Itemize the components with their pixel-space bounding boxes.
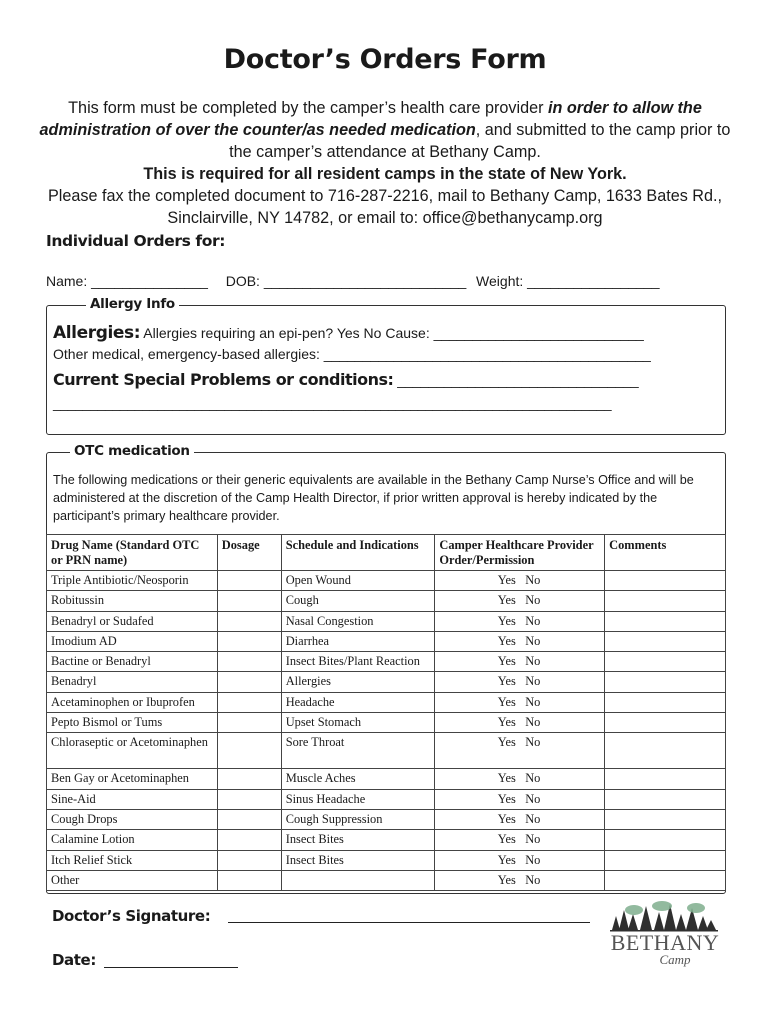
special-problems-heading: Current Special Problems or conditions: [53, 370, 394, 389]
signature-line[interactable] [228, 922, 590, 923]
comments-cell[interactable] [605, 713, 726, 733]
permission-cell [435, 870, 605, 890]
drug-name-cell: Chloraseptic or Acetominaphen [47, 733, 218, 769]
permission-cell [435, 591, 605, 611]
permission-cell [435, 611, 605, 631]
table-row [47, 631, 726, 651]
intro-text [30, 97, 740, 229]
indication-cell: Insect Bites [281, 830, 435, 850]
permission-cell [435, 789, 605, 809]
dosage-cell[interactable] [217, 870, 281, 890]
medication-rows [47, 571, 726, 891]
date-line[interactable] [104, 967, 238, 968]
drug-name-cell: Triple Antibiotic/Neosporin [47, 571, 218, 591]
drug-name-cell: Pepto Bismol or Tums [47, 713, 218, 733]
permission-cell [435, 672, 605, 692]
dob-field[interactable]: DOB: __________________________ [225, 273, 467, 289]
yes-option[interactable]: Yes [497, 735, 516, 750]
header-comments: Comments [605, 535, 726, 571]
drug-name-cell: Imodium AD [47, 631, 218, 651]
no-option[interactable]: No [525, 832, 541, 847]
comments-cell[interactable] [605, 850, 726, 870]
table-row [47, 571, 726, 591]
yes-option[interactable]: Yes [497, 811, 516, 826]
other-allergies-field[interactable]: Other medical, emergency-based allergies: __________________________________________ [53, 346, 651, 362]
medication-table [46, 534, 726, 891]
indication-cell: Insect Bites [281, 850, 435, 870]
indication-cell: Open Wound [281, 571, 435, 591]
dosage-cell[interactable] [217, 769, 281, 789]
indication-cell: Sore Throat [281, 733, 435, 769]
drug-name-cell: Sine-Aid [47, 789, 218, 809]
header-drug-name: Drug Name (Standard OTC or PRN name) [47, 535, 218, 571]
dosage-cell[interactable] [217, 591, 281, 611]
comments-cell[interactable] [605, 652, 726, 672]
table-row [47, 733, 726, 769]
allergy-epipen-row [53, 323, 644, 343]
indication-cell: Muscle Aches [281, 769, 435, 789]
no-option[interactable]: No [525, 735, 541, 750]
comments-cell[interactable] [605, 611, 726, 631]
indication-cell [281, 870, 435, 890]
dosage-cell[interactable] [217, 850, 281, 870]
permission-cell [435, 692, 605, 712]
otc-description: The following medications or their generic equivalents are available in the Bethany Camp Nurse’s Office and will be administered at the discretion of the Camp Health Director, if prior written approval is hereby indicated by the participant’s primary healthcare provider. [53, 473, 694, 523]
indication-cell: Cough [281, 591, 435, 611]
drug-name-cell: Bactine or Benadryl [47, 652, 218, 672]
dosage-cell[interactable] [217, 830, 281, 850]
yes-option[interactable]: Yes [497, 593, 516, 608]
dosage-cell[interactable] [217, 631, 281, 651]
indication-cell: Allergies [281, 672, 435, 692]
table-row [47, 769, 726, 789]
indication-cell: Sinus Headache [281, 789, 435, 809]
comments-cell[interactable] [605, 692, 726, 712]
permission-cell [435, 830, 605, 850]
otc-legend-rule [52, 452, 72, 453]
date-label: Date: [52, 951, 96, 969]
drug-name-cell: Benadryl [47, 672, 218, 692]
intro-contact: Please fax the completed document to 716-287-2216, mail to Bethany Camp, 1633 Bates Rd., Sinclairville, NY 14782, or email to: office@bethanycamp.org [48, 187, 722, 227]
no-option[interactable]: No [525, 654, 541, 669]
table-header-row [47, 535, 726, 571]
dosage-cell[interactable] [217, 652, 281, 672]
dosage-cell[interactable] [217, 692, 281, 712]
allergy-legend-rule [52, 305, 88, 306]
table-row [47, 870, 726, 890]
yes-option[interactable]: Yes [497, 832, 516, 847]
intro-p1-a: This form must be completed by the camper’s health care provider [68, 99, 549, 117]
header-permission: Camper Healthcare Provider Order/Permission [435, 535, 605, 571]
comments-cell[interactable] [605, 809, 726, 829]
allergies-epipen-question[interactable]: Allergies requiring an epi-pen? Yes No Cause: ___________________________ [143, 325, 644, 341]
logo-sub: Camp [659, 952, 691, 967]
indication-cell: Nasal Congestion [281, 611, 435, 631]
yes-option[interactable]: Yes [497, 633, 516, 648]
yes-option[interactable]: Yes [497, 872, 516, 887]
permission-cell [435, 809, 605, 829]
no-option[interactable]: No [525, 593, 541, 608]
no-option[interactable]: No [525, 715, 541, 730]
yes-option[interactable]: Yes [497, 613, 516, 628]
form-title: Doctor’s Orders Form [223, 44, 547, 75]
no-option[interactable]: No [525, 694, 541, 709]
table-row [47, 692, 726, 712]
comments-cell[interactable] [605, 789, 726, 809]
comments-cell[interactable] [605, 571, 726, 591]
comments-cell[interactable] [605, 672, 726, 692]
yes-option[interactable]: Yes [497, 654, 516, 669]
permission-cell [435, 850, 605, 870]
no-option[interactable]: No [525, 791, 541, 806]
drug-name-cell: Other [47, 870, 218, 890]
logo-name: BETHANY [610, 930, 720, 955]
indication-cell: Cough Suppression [281, 809, 435, 829]
comments-cell[interactable] [605, 631, 726, 651]
patient-info-row [46, 273, 726, 289]
permission-cell [435, 769, 605, 789]
table-row [47, 611, 726, 631]
intro-requirement: This is required for all resident camps in the state of New York. [143, 165, 627, 183]
drug-name-cell: Ben Gay or Acetominaphen [47, 769, 218, 789]
indication-cell: Diarrhea [281, 631, 435, 651]
allergy-legend: Allergy Info [86, 296, 179, 312]
no-option[interactable]: No [525, 573, 541, 587]
yes-option[interactable]: Yes [497, 715, 516, 730]
comments-cell[interactable] [605, 870, 726, 890]
intro-p1-bold: in order to allow the administration of over the counter/as needed medication [39, 99, 702, 139]
no-option[interactable]: No [525, 811, 541, 826]
drug-name-cell: Calamine Lotion [47, 830, 218, 850]
header-dosage: Dosage [217, 535, 281, 571]
intro-p1-b: , and submitted to the camp prior to the camper’s attendance at Bethany Camp. [229, 121, 731, 161]
table-row [47, 672, 726, 692]
dosage-cell[interactable] [217, 809, 281, 829]
individual-orders-heading: Individual Orders for: [46, 232, 226, 250]
no-option[interactable]: No [525, 872, 541, 887]
header-schedule: Schedule and Indications [281, 535, 435, 571]
table-row [47, 850, 726, 870]
allergies-heading: Allergies: [53, 323, 141, 343]
signature-label: Doctor’s Signature: [52, 907, 211, 925]
drug-name-cell: Benadryl or Sudafed [47, 611, 218, 631]
dosage-cell[interactable] [217, 713, 281, 733]
table-row [47, 591, 726, 611]
drug-name-cell: Acetaminophen or Ibuprofen [47, 692, 218, 712]
drug-name-cell: Cough Drops [47, 809, 218, 829]
permission-cell [435, 571, 605, 591]
comments-cell[interactable] [605, 591, 726, 611]
permission-cell [435, 713, 605, 733]
otc-legend: OTC medication [70, 443, 194, 459]
dosage-cell[interactable] [217, 733, 281, 769]
dosage-cell[interactable] [217, 611, 281, 631]
yes-option[interactable]: Yes [497, 771, 516, 786]
yes-option[interactable]: Yes [497, 852, 516, 867]
dosage-cell[interactable] [217, 571, 281, 591]
comments-cell[interactable] [605, 830, 726, 850]
comments-cell[interactable] [605, 733, 726, 769]
table-row [47, 830, 726, 850]
drug-name-cell: Itch Relief Stick [47, 850, 218, 870]
weight-field[interactable]: Weight: _________________ [476, 273, 660, 289]
no-option[interactable]: No [525, 613, 541, 628]
dosage-cell[interactable] [217, 672, 281, 692]
indication-cell: Insect Bites/Plant Reaction [281, 652, 435, 672]
permission-cell [435, 631, 605, 651]
special-problems-row [53, 370, 639, 389]
indication-cell: Upset Stomach [281, 713, 435, 733]
drug-name-cell: Robitussin [47, 591, 218, 611]
yes-option[interactable]: Yes [497, 694, 516, 709]
table-row [47, 652, 726, 672]
yes-option[interactable]: Yes [497, 573, 516, 587]
table-row [47, 789, 726, 809]
special-problems-line2[interactable]: ___________________________________________________________________________ [53, 396, 612, 411]
table-row [47, 809, 726, 829]
no-option[interactable]: No [525, 633, 541, 648]
no-option[interactable]: No [525, 674, 541, 689]
yes-option[interactable]: Yes [497, 791, 516, 806]
indication-cell: Headache [281, 692, 435, 712]
table-row [47, 713, 726, 733]
special-problems-field[interactable]: _______________________________ [397, 372, 639, 388]
dosage-cell[interactable] [217, 789, 281, 809]
no-option[interactable]: No [525, 771, 541, 786]
no-option[interactable]: No [525, 852, 541, 867]
permission-cell [435, 652, 605, 672]
name-field[interactable]: Name: _______________ [46, 273, 208, 289]
comments-cell[interactable] [605, 769, 726, 789]
yes-option[interactable]: Yes [497, 674, 516, 689]
permission-cell [435, 733, 605, 769]
